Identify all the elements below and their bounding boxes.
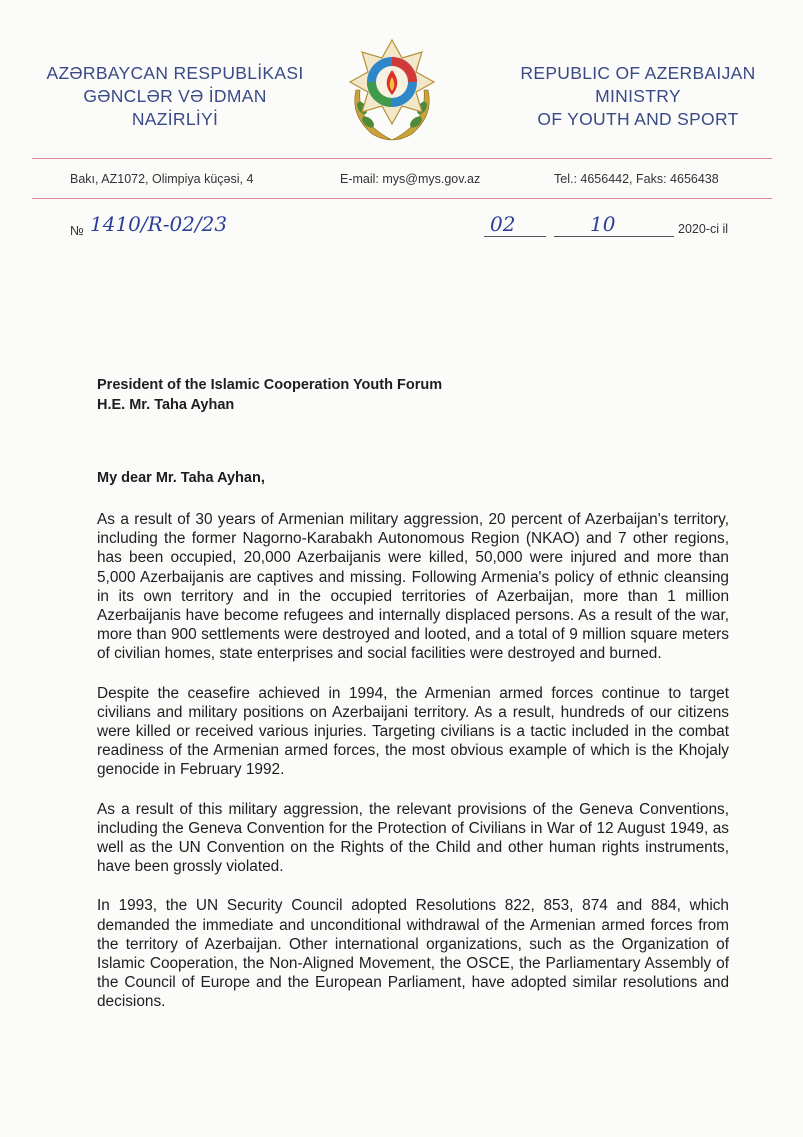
header-right-line-2: MINISTRY bbox=[595, 86, 681, 106]
salutation: My dear Mr. Taha Ayhan, bbox=[97, 470, 265, 486]
contact-phone: Tel.: 4656442, Faks: 4656438 bbox=[554, 172, 719, 186]
paragraph-4: In 1993, the UN Security Council adopted Resolutions 822, 853, 874 and 884, which demanded the immediate and unconditional withdrawal of the Armenian armed forces from the territory of Azerbaijan. Other international organizations, such as the Organization of Islamic Cooperation, the Non-Aligned Movement, the OSCE, the Parliamentary Assembly of the Council of Europe and the European Parliament, have adopted similar resolutions and decisions. bbox=[97, 897, 729, 1011]
header-right-line-1: REPUBLIC OF AZERBAIJAN bbox=[520, 63, 756, 83]
contact-address: Bakı, AZ1072, Olimpiya küçəsi, 4 bbox=[70, 172, 254, 186]
header-left-line-2: GƏNCLƏR VƏ İDMAN bbox=[83, 86, 267, 106]
header-left-line-1: AZƏRBAYCAN RESPUBLİKASI bbox=[46, 63, 304, 83]
header-divider-top bbox=[32, 158, 772, 159]
header-left-line-3: NAZİRLİYİ bbox=[131, 109, 219, 129]
addressee-title: President of the Islamic Cooperation Youth Forum bbox=[97, 377, 443, 393]
ministry-name-english bbox=[502, 62, 774, 131]
paragraph-3: As a result of this military aggression, the relevant provisions of the Geneva Conventions, including the Geneva Convention for the Protection of Civilians in War of 12 August 1949, as well as the UN Convention on the Rights of the Child and other human rights instruments, have been grossly violated. bbox=[97, 800, 729, 876]
letter-date bbox=[484, 212, 774, 242]
handwritten-reference: 1410/R-02/23 bbox=[90, 212, 228, 236]
contact-email: E-mail: mys@mys.gov.az bbox=[340, 172, 481, 186]
year-label: 2020-ci il bbox=[678, 222, 729, 236]
letter-body bbox=[97, 510, 729, 1032]
handwritten-day: 02 bbox=[490, 212, 516, 236]
addressee-name: H.E. Mr. Taha Ayhan bbox=[97, 397, 235, 413]
ministry-name-azerbaijani bbox=[30, 62, 320, 131]
day-underline bbox=[484, 236, 546, 237]
header-right-line-3: OF YOUTH AND SPORT bbox=[537, 109, 739, 129]
addressee-block bbox=[97, 375, 442, 415]
state-emblem-icon bbox=[342, 30, 442, 148]
handwritten-month: 10 bbox=[590, 212, 616, 236]
number-sign: № bbox=[70, 223, 84, 238]
paragraph-1: As a result of 30 years of Armenian military aggression, 20 percent of Azerbaijan's territory, including the former Nagorno-Karabakh Autonomous Region (NKAO) and 7 other regions, has been occupied, 20,000 Azerbaijanis were killed, 50,000 were injured and more than 5,000 Azerbaijanis are captives and missing. Following Armenia's policy of ethnic cleansing in its own territory and in the occupied territories of Azerbaijan, more than 1 million Azerbaijanis have become refugees and internally displaced persons. As a result of the war, more than 900 settlements were destroyed and looted, and a total of 9 million square meters of civilian homes, state enterprises and social facilities were destroyed and burned. bbox=[97, 511, 729, 663]
paragraph-2: Despite the ceasefire achieved in 1994, the Armenian armed forces continue to target civilians and military positions on Azerbaijani territory. As a result, hundreds of our citizens were killed or received various injuries. Targeting civilians is a tactic included in the combat readiness of the Armenian armed forces, the most obvious example of which is the Khojaly genocide in February 1992. bbox=[97, 684, 729, 779]
header-divider-bottom bbox=[32, 198, 772, 199]
month-underline bbox=[554, 236, 674, 237]
